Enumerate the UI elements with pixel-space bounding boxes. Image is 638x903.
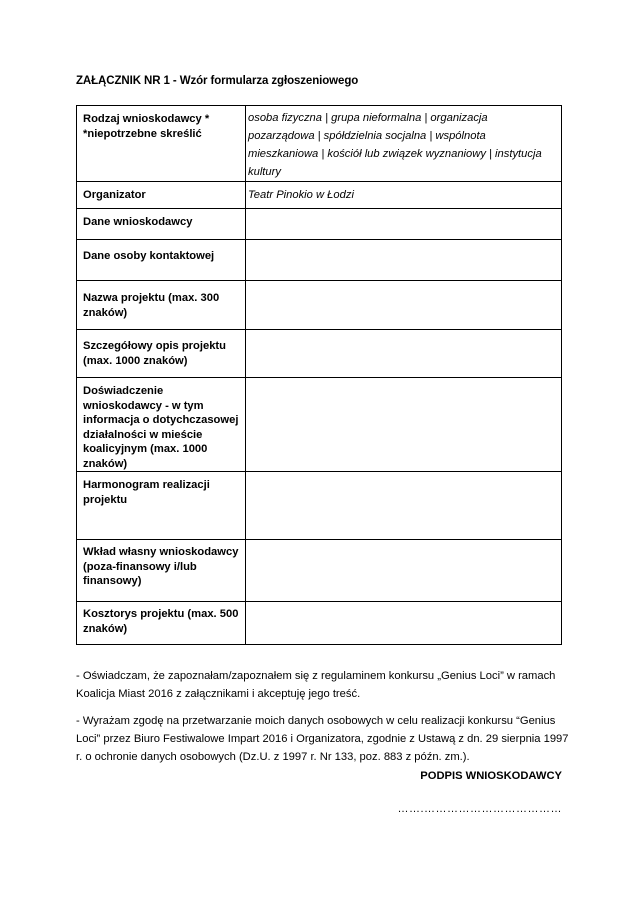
row-value-budget[interactable] [246, 602, 562, 645]
row-label-budget: Kosztorys projektu (max. 500 znaków) [77, 602, 246, 645]
application-form-table [76, 105, 562, 645]
row-value-project-name[interactable] [246, 281, 562, 330]
row-value-project-description[interactable] [246, 330, 562, 378]
signature-label: PODPIS WNIOSKODAWCY [420, 770, 562, 782]
row-value-organizer[interactable]: Teatr Pinokio w Łodzi [246, 182, 562, 209]
table-row [77, 106, 562, 182]
row-label-applicant-data: Dane wnioskodawcy [77, 209, 246, 240]
row-label-project-description: Szczegółowy opis projektu (max. 1000 znaków) [77, 330, 246, 378]
row-label-project-name: Nazwa projektu (max. 300 znaków) [77, 281, 246, 330]
table-row [77, 281, 562, 330]
table-row [77, 209, 562, 240]
row-value-applicant-data[interactable] [246, 209, 562, 240]
row-value-schedule[interactable] [246, 472, 562, 540]
document-title: ZAŁĄCZNIK NR 1 - Wzór formularza zgłoszeniowego [76, 75, 359, 87]
row-label-schedule: Harmonogram realizacji projektu [77, 472, 246, 540]
row-value-experience[interactable] [246, 378, 562, 472]
declaration-statement: - Oświadczam, że zapoznałam/zapoznałem się z regulaminem konkursu „Genius Loci” w ramach Koalicja Miast 2016 z załącznikami i akceptuję jego treść. [76, 670, 556, 700]
row-label-contact-person: Dane osoby kontaktowej [77, 240, 246, 281]
row-label-own-contribution: Wkład własny wnioskodawcy (poza-finansowy i/lub finansowy) [77, 540, 246, 602]
table-row [77, 240, 562, 281]
consent-statement: - Wyrażam zgodę na przetwarzanie moich danych osobowych w celu realizacji konkursu “Genius Loci” przez Biuro Festiwalowe Impart 2016 i Organizatora, zgodnie z Ustawą z dn. 29 sierpnia 1997 r. o ochronie danych osobowych (Dz.U. z 1997 r. Nr 133, poz. 883 z późn. zm.). [76, 715, 569, 763]
table-row [77, 472, 562, 540]
row-label-applicant-type: Rodzaj wnioskodawcy * *niepotrzebne skreślić [77, 106, 246, 182]
table-row [77, 378, 562, 472]
table-row [77, 602, 562, 645]
table-row [77, 182, 562, 209]
row-value-applicant-type[interactable]: osoba fizyczna | grupa nieformalna | organizacja pozarządowa | spółdzielnia socjalna | wspólnota mieszkaniowa | kościół lub związek wyznaniowy | instytucja kultury [246, 106, 562, 182]
table-row [77, 330, 562, 378]
row-label-organizer: Organizator [77, 182, 246, 209]
row-label-experience: Doświadczenie wnioskodawcy - w tym informacja o dotychczasowej działalności w mieście koalicyjnym (max. 1000 znaków) [77, 378, 246, 472]
table-row [77, 540, 562, 602]
signature-line: …….……………………………… [397, 803, 562, 815]
row-value-contact-person[interactable] [246, 240, 562, 281]
row-value-own-contribution[interactable] [246, 540, 562, 602]
